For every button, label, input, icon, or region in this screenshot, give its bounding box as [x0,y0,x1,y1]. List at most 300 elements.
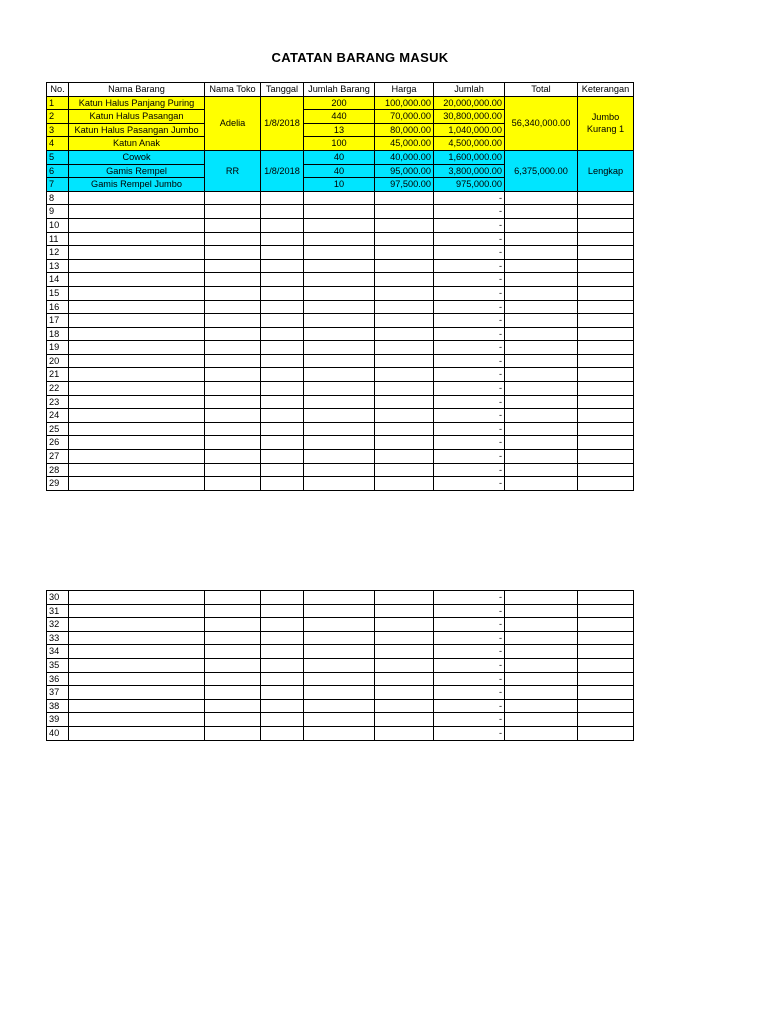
cell-nama-toko[interactable]: RR [205,150,261,191]
cell-nama-toko[interactable] [205,726,261,740]
cell-keterangan[interactable] [578,205,634,219]
cell-harga[interactable] [375,327,434,341]
cell-nama-barang[interactable] [69,395,205,409]
cell-total[interactable] [505,246,578,260]
cell-nama-toko[interactable] [205,699,261,713]
cell-jumlah-barang[interactable] [304,273,375,287]
cell-jumlah-barang[interactable] [304,686,375,700]
cell-keterangan[interactable] [578,286,634,300]
cell-jumlah[interactable]: - [434,395,505,409]
cell-jumlah-barang[interactable] [304,436,375,450]
cell-nama-barang[interactable] [69,341,205,355]
cell-harga[interactable] [375,218,434,232]
cell-total[interactable] [505,395,578,409]
cell-keterangan[interactable] [578,354,634,368]
cell-nama-toko[interactable] [205,205,261,219]
cell-nama-barang[interactable] [69,672,205,686]
cell-tanggal[interactable] [261,713,304,727]
cell-harga[interactable] [375,354,434,368]
cell-jumlah[interactable]: - [434,368,505,382]
cell-nama-toko[interactable] [205,631,261,645]
cell-nama-toko[interactable] [205,477,261,491]
cell-harga[interactable] [375,591,434,605]
cell-tanggal[interactable] [261,699,304,713]
cell-harga[interactable] [375,631,434,645]
cell-jumlah-barang[interactable] [304,246,375,260]
cell-total[interactable] [505,686,578,700]
cell-tanggal[interactable] [261,436,304,450]
cell-keterangan[interactable] [578,672,634,686]
cell-keterangan[interactable] [578,259,634,273]
cell-jumlah-barang[interactable] [304,314,375,328]
cell-jumlah[interactable]: - [434,658,505,672]
cell-harga[interactable] [375,205,434,219]
cell-harga[interactable] [375,286,434,300]
cell-nama-toko[interactable] [205,463,261,477]
cell-jumlah[interactable]: - [434,618,505,632]
cell-harga[interactable] [375,477,434,491]
cell-jumlah[interactable]: - [434,713,505,727]
cell-nama-toko[interactable] [205,713,261,727]
cell-tanggal[interactable] [261,395,304,409]
cell-nama-toko[interactable] [205,300,261,314]
cell-nama-toko[interactable] [205,395,261,409]
cell-jumlah[interactable]: - [434,686,505,700]
cell-no[interactable]: 1 [47,96,69,110]
cell-no[interactable]: 34 [47,645,69,659]
cell-nama-toko[interactable] [205,618,261,632]
cell-jumlah-barang[interactable] [304,218,375,232]
cell-harga[interactable]: 70,000.00 [375,110,434,124]
cell-no[interactable]: 25 [47,422,69,436]
cell-nama-barang[interactable] [69,232,205,246]
cell-nama-barang[interactable] [69,259,205,273]
cell-keterangan[interactable] [578,436,634,450]
cell-no[interactable]: 19 [47,341,69,355]
cell-keterangan[interactable] [578,232,634,246]
cell-jumlah[interactable]: - [434,314,505,328]
cell-jumlah-barang[interactable] [304,658,375,672]
cell-jumlah-barang[interactable] [304,354,375,368]
cell-total[interactable] [505,645,578,659]
cell-nama-barang[interactable] [69,618,205,632]
cell-jumlah[interactable]: - [434,246,505,260]
cell-nama-toko[interactable] [205,191,261,205]
cell-harga[interactable] [375,713,434,727]
cell-nama-toko[interactable] [205,604,261,618]
cell-tanggal[interactable] [261,686,304,700]
cell-nama-barang[interactable] [69,273,205,287]
cell-jumlah-barang[interactable] [304,645,375,659]
cell-keterangan[interactable] [578,699,634,713]
cell-total[interactable] [505,463,578,477]
cell-harga[interactable] [375,246,434,260]
cell-harga[interactable] [375,368,434,382]
cell-harga[interactable] [375,699,434,713]
cell-harga[interactable] [375,645,434,659]
cell-keterangan[interactable] [578,191,634,205]
cell-no[interactable]: 32 [47,618,69,632]
cell-harga[interactable] [375,686,434,700]
cell-no[interactable]: 38 [47,699,69,713]
cell-nama-barang[interactable] [69,604,205,618]
cell-no[interactable]: 35 [47,658,69,672]
cell-keterangan[interactable] [578,631,634,645]
cell-nama-toko[interactable] [205,672,261,686]
cell-tanggal[interactable] [261,604,304,618]
cell-total[interactable] [505,436,578,450]
cell-keterangan[interactable] [578,368,634,382]
cell-no[interactable]: 23 [47,395,69,409]
cell-total[interactable] [505,658,578,672]
cell-no[interactable]: 11 [47,232,69,246]
cell-nama-barang[interactable] [69,327,205,341]
cell-total[interactable] [505,591,578,605]
cell-total[interactable] [505,327,578,341]
cell-keterangan[interactable] [578,409,634,423]
cell-total[interactable] [505,382,578,396]
cell-no[interactable]: 24 [47,409,69,423]
cell-jumlah[interactable]: - [434,341,505,355]
cell-no[interactable]: 21 [47,368,69,382]
cell-harga[interactable] [375,409,434,423]
cell-jumlah[interactable]: 975,000.00 [434,178,505,192]
cell-keterangan[interactable] [578,327,634,341]
cell-nama-toko[interactable] [205,314,261,328]
cell-tanggal[interactable] [261,205,304,219]
cell-tanggal[interactable] [261,658,304,672]
cell-harga[interactable] [375,259,434,273]
cell-nama-toko[interactable] [205,686,261,700]
cell-harga[interactable] [375,463,434,477]
cell-tanggal[interactable] [261,618,304,632]
cell-nama-barang[interactable]: Katun Halus Panjang Puring [69,96,205,110]
cell-tanggal[interactable] [261,631,304,645]
cell-jumlah-barang[interactable] [304,450,375,464]
cell-nama-barang[interactable] [69,631,205,645]
cell-keterangan[interactable] [578,218,634,232]
cell-jumlah[interactable]: 20,000,000.00 [434,96,505,110]
cell-tanggal[interactable] [261,591,304,605]
cell-no[interactable]: 26 [47,436,69,450]
cell-jumlah-barang[interactable] [304,463,375,477]
cell-nama-toko[interactable] [205,658,261,672]
cell-keterangan[interactable] [578,395,634,409]
cell-harga[interactable]: 100,000.00 [375,96,434,110]
cell-no[interactable]: 5 [47,150,69,164]
cell-no[interactable]: 7 [47,178,69,192]
cell-total[interactable] [505,450,578,464]
cell-tanggal[interactable] [261,354,304,368]
cell-total[interactable] [505,314,578,328]
cell-jumlah[interactable]: - [434,631,505,645]
cell-jumlah-barang[interactable] [304,341,375,355]
cell-nama-barang[interactable] [69,409,205,423]
cell-tanggal[interactable] [261,463,304,477]
cell-keterangan[interactable] [578,726,634,740]
cell-nama-barang[interactable] [69,286,205,300]
cell-jumlah-barang[interactable] [304,232,375,246]
cell-tanggal[interactable] [261,259,304,273]
cell-nama-toko[interactable] [205,354,261,368]
cell-keterangan[interactable] [578,314,634,328]
cell-jumlah-barang[interactable]: 10 [304,178,375,192]
cell-nama-toko[interactable] [205,273,261,287]
cell-harga[interactable] [375,422,434,436]
cell-no[interactable]: 12 [47,246,69,260]
cell-jumlah-barang[interactable] [304,286,375,300]
cell-jumlah-barang[interactable] [304,259,375,273]
cell-jumlah[interactable]: - [434,218,505,232]
cell-jumlah-barang[interactable] [304,205,375,219]
cell-tanggal[interactable] [261,327,304,341]
cell-jumlah[interactable]: - [434,726,505,740]
cell-total[interactable] [505,699,578,713]
cell-nama-toko[interactable] [205,341,261,355]
cell-nama-barang[interactable]: Cowok [69,150,205,164]
cell-keterangan[interactable] [578,686,634,700]
cell-keterangan[interactable] [578,477,634,491]
cell-nama-barang[interactable] [69,246,205,260]
cell-harga[interactable]: 40,000.00 [375,150,434,164]
cell-no[interactable]: 30 [47,591,69,605]
cell-tanggal[interactable] [261,246,304,260]
cell-tanggal[interactable] [261,477,304,491]
cell-jumlah-barang[interactable] [304,618,375,632]
cell-no[interactable]: 4 [47,137,69,151]
cell-jumlah-barang[interactable] [304,368,375,382]
cell-no[interactable]: 22 [47,382,69,396]
cell-total[interactable] [505,300,578,314]
cell-nama-toko[interactable] [205,591,261,605]
cell-harga[interactable] [375,314,434,328]
cell-harga[interactable] [375,382,434,396]
cell-jumlah-barang[interactable] [304,409,375,423]
cell-jumlah-barang[interactable] [304,726,375,740]
cell-tanggal[interactable] [261,672,304,686]
cell-harga[interactable] [375,618,434,632]
cell-jumlah[interactable]: - [434,450,505,464]
cell-total[interactable] [505,259,578,273]
cell-harga[interactable] [375,450,434,464]
cell-harga[interactable] [375,341,434,355]
cell-nama-toko[interactable] [205,382,261,396]
cell-total[interactable] [505,477,578,491]
cell-tanggal[interactable] [261,191,304,205]
cell-no[interactable]: 28 [47,463,69,477]
cell-total[interactable] [505,631,578,645]
cell-tanggal[interactable] [261,645,304,659]
cell-no[interactable]: 3 [47,123,69,137]
cell-nama-barang[interactable] [69,713,205,727]
cell-jumlah[interactable]: - [434,327,505,341]
cell-tanggal[interactable] [261,409,304,423]
cell-no[interactable]: 17 [47,314,69,328]
cell-jumlah-barang[interactable] [304,300,375,314]
cell-nama-barang[interactable] [69,463,205,477]
cell-nama-toko[interactable] [205,368,261,382]
cell-keterangan[interactable]: Lengkap [578,150,634,191]
cell-no[interactable]: 39 [47,713,69,727]
cell-tanggal[interactable] [261,273,304,287]
cell-harga[interactable] [375,273,434,287]
cell-jumlah[interactable]: - [434,259,505,273]
cell-total[interactable] [505,713,578,727]
cell-keterangan[interactable] [578,658,634,672]
cell-total[interactable] [505,604,578,618]
cell-jumlah[interactable]: - [434,286,505,300]
cell-total[interactable] [505,273,578,287]
cell-jumlah-barang[interactable] [304,477,375,491]
cell-harga[interactable] [375,395,434,409]
cell-nama-barang[interactable] [69,218,205,232]
cell-tanggal[interactable] [261,286,304,300]
cell-no[interactable]: 6 [47,164,69,178]
cell-nama-toko[interactable] [205,645,261,659]
cell-jumlah[interactable]: - [434,382,505,396]
cell-tanggal[interactable] [261,232,304,246]
cell-jumlah[interactable]: - [434,591,505,605]
cell-tanggal[interactable] [261,382,304,396]
cell-jumlah[interactable]: - [434,300,505,314]
cell-total[interactable] [505,672,578,686]
cell-jumlah-barang[interactable]: 440 [304,110,375,124]
cell-tanggal[interactable] [261,726,304,740]
cell-keterangan[interactable] [578,422,634,436]
cell-total[interactable] [505,205,578,219]
cell-harga[interactable] [375,672,434,686]
cell-jumlah[interactable]: - [434,477,505,491]
cell-jumlah-barang[interactable] [304,327,375,341]
cell-nama-barang[interactable] [69,436,205,450]
cell-jumlah-barang[interactable]: 200 [304,96,375,110]
cell-jumlah-barang[interactable] [304,631,375,645]
cell-nama-barang[interactable] [69,699,205,713]
cell-nama-toko[interactable] [205,422,261,436]
cell-jumlah[interactable]: - [434,191,505,205]
cell-nama-barang[interactable]: Gamis Rempel [69,164,205,178]
cell-jumlah-barang[interactable] [304,699,375,713]
cell-nama-toko[interactable] [205,232,261,246]
cell-nama-toko[interactable] [205,246,261,260]
cell-tanggal[interactable] [261,218,304,232]
cell-no[interactable]: 9 [47,205,69,219]
cell-nama-barang[interactable]: Katun Halus Pasangan [69,110,205,124]
cell-jumlah-barang[interactable] [304,191,375,205]
cell-jumlah[interactable]: - [434,672,505,686]
cell-jumlah-barang[interactable] [304,382,375,396]
cell-total[interactable] [505,341,578,355]
cell-harga[interactable] [375,232,434,246]
cell-no[interactable]: 10 [47,218,69,232]
cell-total[interactable] [505,286,578,300]
cell-jumlah-barang[interactable] [304,591,375,605]
cell-tanggal[interactable] [261,300,304,314]
cell-tanggal[interactable]: 1/8/2018 [261,150,304,191]
cell-keterangan[interactable] [578,591,634,605]
cell-keterangan[interactable] [578,463,634,477]
cell-tanggal[interactable] [261,450,304,464]
cell-no[interactable]: 37 [47,686,69,700]
cell-harga[interactable]: 80,000.00 [375,123,434,137]
cell-jumlah-barang[interactable] [304,395,375,409]
cell-jumlah[interactable]: - [434,205,505,219]
cell-total[interactable] [505,368,578,382]
cell-nama-barang[interactable] [69,300,205,314]
cell-total[interactable] [505,726,578,740]
cell-no[interactable]: 15 [47,286,69,300]
cell-harga[interactable]: 45,000.00 [375,137,434,151]
cell-no[interactable]: 13 [47,259,69,273]
cell-nama-toko[interactable] [205,286,261,300]
cell-jumlah[interactable]: - [434,463,505,477]
cell-no[interactable]: 33 [47,631,69,645]
cell-nama-toko[interactable] [205,327,261,341]
cell-jumlah[interactable]: - [434,232,505,246]
cell-no[interactable]: 16 [47,300,69,314]
cell-nama-barang[interactable] [69,205,205,219]
cell-nama-barang[interactable] [69,726,205,740]
cell-keterangan[interactable] [578,300,634,314]
cell-jumlah[interactable]: - [434,354,505,368]
cell-keterangan[interactable] [578,645,634,659]
cell-jumlah[interactable]: - [434,409,505,423]
cell-jumlah-barang[interactable] [304,713,375,727]
cell-jumlah-barang[interactable]: 40 [304,150,375,164]
cell-nama-toko[interactable] [205,218,261,232]
cell-jumlah-barang[interactable]: 100 [304,137,375,151]
cell-harga[interactable] [375,726,434,740]
cell-nama-barang[interactable]: Katun Halus Pasangan Jumbo [69,123,205,137]
cell-jumlah[interactable]: - [434,436,505,450]
cell-keterangan[interactable]: Jumbo Kurang 1 [578,96,634,150]
cell-total[interactable] [505,354,578,368]
cell-no[interactable]: 29 [47,477,69,491]
cell-jumlah[interactable]: - [434,273,505,287]
cell-keterangan[interactable] [578,604,634,618]
cell-total[interactable] [505,191,578,205]
cell-jumlah-barang[interactable]: 40 [304,164,375,178]
cell-tanggal[interactable] [261,341,304,355]
cell-no[interactable]: 14 [47,273,69,287]
cell-total[interactable]: 6,375,000.00 [505,150,578,191]
cell-nama-barang[interactable]: Katun Anak [69,137,205,151]
cell-no[interactable]: 40 [47,726,69,740]
cell-jumlah[interactable]: 3,800,000.00 [434,164,505,178]
cell-tanggal[interactable] [261,422,304,436]
cell-total[interactable] [505,409,578,423]
cell-no[interactable]: 8 [47,191,69,205]
cell-keterangan[interactable] [578,382,634,396]
cell-harga[interactable]: 97,500.00 [375,178,434,192]
cell-nama-toko[interactable] [205,259,261,273]
cell-nama-toko[interactable] [205,436,261,450]
cell-nama-barang[interactable] [69,645,205,659]
cell-harga[interactable] [375,436,434,450]
cell-no[interactable]: 31 [47,604,69,618]
cell-total[interactable] [505,218,578,232]
cell-nama-barang[interactable] [69,450,205,464]
cell-nama-barang[interactable] [69,368,205,382]
cell-tanggal[interactable] [261,368,304,382]
cell-nama-barang[interactable] [69,382,205,396]
cell-total[interactable] [505,422,578,436]
cell-total[interactable] [505,232,578,246]
cell-harga[interactable]: 95,000.00 [375,164,434,178]
cell-keterangan[interactable] [578,618,634,632]
cell-harga[interactable] [375,300,434,314]
cell-jumlah[interactable]: - [434,422,505,436]
